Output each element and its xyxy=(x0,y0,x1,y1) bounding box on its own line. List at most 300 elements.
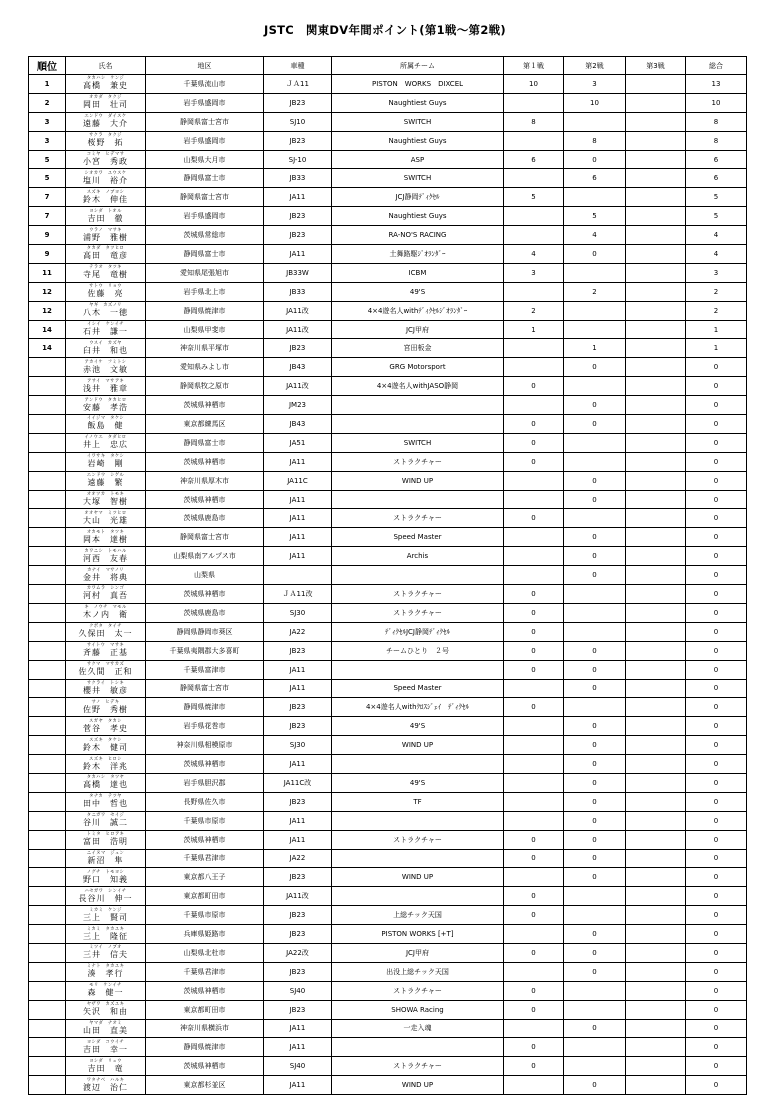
round2-points: 2 xyxy=(564,282,626,301)
team-cell: SWITCH xyxy=(332,112,504,131)
round1-points xyxy=(504,736,564,755)
round3-points xyxy=(626,131,686,150)
name-reading: コミヤ ヒデマサ xyxy=(86,152,125,157)
car-cell: JB23 xyxy=(264,906,332,925)
table-row xyxy=(29,263,747,282)
total-points: 0 xyxy=(686,811,747,830)
total-points: 6 xyxy=(686,150,747,169)
name-text: 高田 竜彦 xyxy=(83,251,128,261)
name-reading: アサイ マサアキ xyxy=(86,378,125,384)
round1-points xyxy=(504,1019,564,1038)
team-cell: 49'S xyxy=(332,773,504,792)
table-row xyxy=(29,358,747,377)
name-text: 小宮 秀政 xyxy=(83,157,128,166)
rank-cell xyxy=(29,830,66,849)
table-row xyxy=(29,93,747,112)
area-cell: 静岡県富士宮市 xyxy=(146,679,264,698)
name-cell xyxy=(66,471,146,490)
round2-points: 0 xyxy=(564,773,626,792)
car-cell: JA11 xyxy=(264,660,332,679)
car-cell xyxy=(264,566,332,585)
round1-points: 0 xyxy=(504,1038,564,1057)
round2-points: 0 xyxy=(564,490,626,509)
total-points: 5 xyxy=(686,188,747,207)
table-row xyxy=(29,717,747,736)
name-cell xyxy=(66,131,146,150)
round3-points xyxy=(626,679,686,698)
round2-points xyxy=(564,906,626,925)
table-row xyxy=(29,773,747,792)
table-row xyxy=(29,131,747,150)
car-cell: JA11改 xyxy=(264,301,332,320)
name-reading: タカハシ ケンジ xyxy=(86,76,125,82)
round2-points xyxy=(564,301,626,320)
area-cell: 茨城県神栖市 xyxy=(146,585,264,604)
total-points: 0 xyxy=(686,981,747,1000)
team-cell: ストラクチャー xyxy=(332,603,504,622)
round3-points xyxy=(626,773,686,792)
total-points: 2 xyxy=(686,282,747,301)
table-row xyxy=(29,1019,747,1038)
team-cell: WIND UP xyxy=(332,868,504,887)
table-row xyxy=(29,452,747,471)
total-points: 0 xyxy=(686,641,747,660)
rank-cell: 7 xyxy=(29,207,66,226)
name-text: 吉田 徹 xyxy=(87,213,124,223)
round2-points xyxy=(564,1000,626,1019)
name-reading: スガヤ タカシ xyxy=(89,718,122,724)
rank-cell xyxy=(29,1019,66,1038)
car-cell: JA11C改 xyxy=(264,773,332,792)
team-cell xyxy=(332,660,504,679)
total-points: 2 xyxy=(686,301,747,320)
total-points: 1 xyxy=(686,320,747,339)
round2-points xyxy=(564,188,626,207)
round2-points: 0 xyxy=(564,245,626,264)
round2-points: 0 xyxy=(564,962,626,981)
car-cell: ＪＡ11改 xyxy=(264,585,332,604)
team-cell: Speed Master xyxy=(332,528,504,547)
area-cell: 静岡県焼津市 xyxy=(146,301,264,320)
car-cell: JB23 xyxy=(264,641,332,660)
car-cell: JB23 xyxy=(264,339,332,358)
rank-cell xyxy=(29,641,66,660)
name-cell xyxy=(66,622,146,641)
area-cell: 岩手県北上市 xyxy=(146,282,264,301)
round2-points xyxy=(564,433,626,452)
name-reading: カワニシ トモハル xyxy=(84,548,127,554)
total-points: 0 xyxy=(686,773,747,792)
total-points: 0 xyxy=(686,490,747,509)
team-cell: Naughtiest Guys xyxy=(332,131,504,150)
name-text: 金井 将典 xyxy=(83,572,128,582)
area-cell: 東京都町田市 xyxy=(146,887,264,906)
area-cell: 兵庫県姫路市 xyxy=(146,925,264,944)
round1-points: 0 xyxy=(504,698,564,717)
area-cell: 神奈川県平塚市 xyxy=(146,339,264,358)
name-text: 佐藤 亮 xyxy=(87,289,124,299)
name-text: 岩崎 剛 xyxy=(87,459,124,469)
round1-points xyxy=(504,93,564,112)
round2-points xyxy=(564,981,626,1000)
table-row xyxy=(29,547,747,566)
team-cell: JCJ静岡ﾃﾞｨｸｾﾙ xyxy=(332,188,504,207)
name-text: 高橋 兼史 xyxy=(83,81,128,91)
round1-points: 0 xyxy=(504,660,564,679)
name-cell xyxy=(66,962,146,981)
name-text: 寺尾 竜樹 xyxy=(83,270,128,280)
car-cell: JA11 xyxy=(264,547,332,566)
round2-points: 0 xyxy=(564,1076,626,1095)
name-text: 斉藤 正基 xyxy=(83,648,128,658)
round1-points xyxy=(504,528,564,547)
team-cell: 宮田板金 xyxy=(332,339,504,358)
round2-points: 0 xyxy=(564,849,626,868)
round1-points xyxy=(504,207,564,226)
name-text: 吉田 竜 xyxy=(87,1063,124,1073)
name-reading: アンドウ タカヒロ xyxy=(84,397,127,403)
name-reading: タニガワ セイジ xyxy=(86,813,125,819)
team-cell: SWITCH xyxy=(332,169,504,188)
round3-points xyxy=(626,358,686,377)
team-cell: GRG Motorsport xyxy=(332,358,504,377)
total-points: 0 xyxy=(686,358,747,377)
area-cell: 千葉県君津市 xyxy=(146,849,264,868)
name-reading: スズキ ノブヨシ xyxy=(86,189,125,195)
table-row xyxy=(29,528,747,547)
name-reading: タナカ テツヤ xyxy=(89,794,122,800)
name-cell xyxy=(66,301,146,320)
page-title: JSTC 関東DV年間ポイント(第1戦～第2戦) xyxy=(263,23,506,37)
name-text: 浅井 雅章 xyxy=(83,383,128,393)
round3-points xyxy=(626,245,686,264)
table-row xyxy=(29,906,747,925)
team-cell: SWITCH xyxy=(332,433,504,452)
round2-points xyxy=(564,887,626,906)
area-cell: 静岡県焼津市 xyxy=(146,698,264,717)
round3-points xyxy=(626,622,686,641)
round2-points: 0 xyxy=(564,755,626,774)
table-row xyxy=(29,1038,747,1057)
round3-points xyxy=(626,1076,686,1095)
name-reading: エンドウ ダイスケ xyxy=(84,114,127,120)
round3-points xyxy=(626,585,686,604)
total-points: 0 xyxy=(686,830,747,849)
name-text: 高橋 達也 xyxy=(83,780,128,790)
round1-points: 0 xyxy=(504,906,564,925)
name-reading: ミカミ ケンジ xyxy=(89,907,122,913)
name-text: 新沼 隼 xyxy=(87,855,124,865)
name-cell xyxy=(66,1057,146,1076)
round3-points xyxy=(626,207,686,226)
round2-points xyxy=(564,320,626,339)
round1-points: 0 xyxy=(504,1057,564,1076)
round2-points: 0 xyxy=(564,943,626,962)
round2-points: 0 xyxy=(564,679,626,698)
name-cell xyxy=(66,245,146,264)
car-cell: JB23 xyxy=(264,698,332,717)
area-cell: 東京都町田市 xyxy=(146,1000,264,1019)
round1-points: 8 xyxy=(504,112,564,131)
round2-points: 1 xyxy=(564,339,626,358)
rank-cell xyxy=(29,698,66,717)
rank-cell xyxy=(29,962,66,981)
total-points: 4 xyxy=(686,226,747,245)
table-row xyxy=(29,471,747,490)
name-text: 富田 浩明 xyxy=(83,837,128,847)
area-cell: 千葉県流山市 xyxy=(146,75,264,94)
car-cell: JB33W xyxy=(264,263,332,282)
name-cell xyxy=(66,452,146,471)
name-reading: ヤマダ ナオミ xyxy=(89,1020,122,1026)
total-points: 0 xyxy=(686,528,747,547)
car-cell: JB23 xyxy=(264,207,332,226)
total-points: 0 xyxy=(686,547,747,566)
round1-points xyxy=(504,792,564,811)
area-cell: 静岡県富士宮市 xyxy=(146,188,264,207)
area-cell: 茨城県常総市 xyxy=(146,226,264,245)
round1-points xyxy=(504,396,564,415)
team-cell: ストラクチャー xyxy=(332,585,504,604)
total-points: 0 xyxy=(686,1000,747,1019)
name-reading: サノ ヒデキ xyxy=(91,699,120,705)
rank-cell xyxy=(29,755,66,774)
name-cell xyxy=(66,415,146,434)
area-cell: 岩手県盛岡市 xyxy=(146,93,264,112)
name-reading: サイトウ マサキ xyxy=(86,643,125,649)
area-cell: 茨城県神栖市 xyxy=(146,452,264,471)
car-cell: JB33 xyxy=(264,169,332,188)
car-cell: JA11C xyxy=(264,471,332,490)
round1-points xyxy=(504,1076,564,1095)
car-cell: JB33 xyxy=(264,282,332,301)
round1-points: 0 xyxy=(504,622,564,641)
rank-cell: 9 xyxy=(29,245,66,264)
table-row xyxy=(29,849,747,868)
total-points: 0 xyxy=(686,792,747,811)
name-cell xyxy=(66,906,146,925)
table-row xyxy=(29,112,747,131)
table-row xyxy=(29,925,747,944)
round2-points xyxy=(564,112,626,131)
area-cell: 静岡県富士宮市 xyxy=(146,112,264,131)
name-cell xyxy=(66,396,146,415)
team-cell xyxy=(332,755,504,774)
name-reading: ニイヌマ ジュン xyxy=(86,850,125,856)
total-points: 0 xyxy=(686,471,747,490)
car-cell: JB23 xyxy=(264,925,332,944)
team-cell: 土舞路駆ｼﾞｵﾗﾝﾀﾞｰ xyxy=(332,245,504,264)
area-cell: 静岡県焼津市 xyxy=(146,1038,264,1057)
total-points: 3 xyxy=(686,263,747,282)
header-rank: 順位 xyxy=(29,57,66,75)
round2-points: 0 xyxy=(564,566,626,585)
name-cell xyxy=(66,490,146,509)
round1-points xyxy=(504,131,564,150)
area-cell: 山梨県 xyxy=(146,566,264,585)
car-cell: JA11 xyxy=(264,811,332,830)
name-cell xyxy=(66,773,146,792)
team-cell: Naughtiest Guys xyxy=(332,93,504,112)
rank-cell xyxy=(29,660,66,679)
name-text: 大塚 智樹 xyxy=(83,497,128,507)
car-cell: JB43 xyxy=(264,415,332,434)
area-cell: 愛知県尾張旭市 xyxy=(146,263,264,282)
area-cell: 静岡県富士市 xyxy=(146,433,264,452)
rank-cell xyxy=(29,981,66,1000)
name-cell xyxy=(66,603,146,622)
round1-points: 0 xyxy=(504,641,564,660)
name-reading: ヤギ カズノリ xyxy=(89,303,122,309)
name-reading: クボタ タイチ xyxy=(89,624,122,630)
name-cell xyxy=(66,377,146,396)
round1-points xyxy=(504,962,564,981)
round2-points xyxy=(564,1038,626,1057)
team-cell: 一走入魂 xyxy=(332,1019,504,1038)
name-text: 大山 光雄 xyxy=(83,515,128,525)
round2-points xyxy=(564,622,626,641)
round1-points: 2 xyxy=(504,301,564,320)
round2-points: 0 xyxy=(564,792,626,811)
header-team: 所属チーム xyxy=(332,57,504,75)
area-cell: 山梨県甲斐市 xyxy=(146,320,264,339)
round2-points: 4 xyxy=(564,226,626,245)
round3-points xyxy=(626,887,686,906)
name-cell xyxy=(66,75,146,94)
total-points: 0 xyxy=(686,1019,747,1038)
car-cell: JB23 xyxy=(264,868,332,887)
name-text: 佐野 秀樹 xyxy=(83,704,128,714)
car-cell: JA22 xyxy=(264,622,332,641)
header-name: 氏名 xyxy=(66,57,146,75)
name-cell xyxy=(66,207,146,226)
total-points: 0 xyxy=(686,1057,747,1076)
total-points: 0 xyxy=(686,1076,747,1095)
round1-points: 1 xyxy=(504,320,564,339)
round1-points xyxy=(504,679,564,698)
round3-points xyxy=(626,981,686,1000)
name-cell xyxy=(66,339,146,358)
name-text: 岡本 達樹 xyxy=(83,534,128,544)
total-points: 0 xyxy=(686,585,747,604)
area-cell: 神奈川県相模原市 xyxy=(146,736,264,755)
round1-points xyxy=(504,547,564,566)
round3-points xyxy=(626,792,686,811)
area-cell: 東京都八王子 xyxy=(146,868,264,887)
name-reading: サクラ タクジ xyxy=(89,133,122,139)
round3-points xyxy=(626,490,686,509)
name-text: 久保田 太一 xyxy=(78,629,133,639)
table-row xyxy=(29,207,747,226)
table-row xyxy=(29,811,747,830)
name-text: 桜野 拓 xyxy=(87,138,124,148)
name-text: 臼井 和也 xyxy=(83,345,128,355)
area-cell: 茨城県神栖市 xyxy=(146,396,264,415)
rank-cell xyxy=(29,433,66,452)
table-row xyxy=(29,887,747,906)
round2-points xyxy=(564,263,626,282)
name-cell xyxy=(66,263,146,282)
round2-points xyxy=(564,452,626,471)
name-reading: ミナト タカユキ xyxy=(86,964,125,970)
area-cell: 東京都杉並区 xyxy=(146,1076,264,1095)
name-reading: サクライ トシキ xyxy=(86,680,125,686)
area-cell: 静岡県富士市 xyxy=(146,245,264,264)
area-cell: 長野県佐久市 xyxy=(146,792,264,811)
round2-points: 0 xyxy=(564,811,626,830)
car-cell: JA11 xyxy=(264,1076,332,1095)
name-text: 田中 哲也 xyxy=(83,799,128,809)
round3-points xyxy=(626,301,686,320)
name-cell xyxy=(66,226,146,245)
area-cell: 茨城県神栖市 xyxy=(146,755,264,774)
header-car: 車種 xyxy=(264,57,332,75)
name-text: 岡田 壮司 xyxy=(83,100,128,110)
team-cell: Archis xyxy=(332,547,504,566)
round1-points: 10 xyxy=(504,75,564,94)
round3-points xyxy=(626,471,686,490)
car-cell: JB23 xyxy=(264,962,332,981)
name-cell xyxy=(66,433,146,452)
car-cell: SJ30 xyxy=(264,736,332,755)
table-row xyxy=(29,622,747,641)
area-cell: 神奈川県横浜市 xyxy=(146,1019,264,1038)
round3-points xyxy=(626,868,686,887)
car-cell: JB23 xyxy=(264,792,332,811)
area-cell: 千葉県富津市 xyxy=(146,660,264,679)
round3-points xyxy=(626,925,686,944)
table-row xyxy=(29,585,747,604)
team-cell: ストラクチャー xyxy=(332,830,504,849)
car-cell: ＪＡ11 xyxy=(264,75,332,94)
total-points: 0 xyxy=(686,698,747,717)
name-text: 野口 知義 xyxy=(83,874,128,884)
round1-points xyxy=(504,169,564,188)
name-reading: ヤザワ カズユキ xyxy=(86,1002,125,1008)
rank-cell xyxy=(29,925,66,944)
car-cell: JA51 xyxy=(264,433,332,452)
total-points: 8 xyxy=(686,131,747,150)
team-cell: ストラクチャー xyxy=(332,452,504,471)
car-cell: JB23 xyxy=(264,226,332,245)
name-cell xyxy=(66,169,146,188)
name-text: 三上 隆征 xyxy=(83,931,128,941)
header-area: 地区 xyxy=(146,57,264,75)
total-points: 13 xyxy=(686,75,747,94)
area-cell: 愛知県みよし市 xyxy=(146,358,264,377)
rank-cell xyxy=(29,603,66,622)
name-text: 浦野 雅樹 xyxy=(83,232,128,242)
car-cell: JB23 xyxy=(264,1000,332,1019)
area-cell: 静岡県牧之原市 xyxy=(146,377,264,396)
table-row xyxy=(29,150,747,169)
round3-points xyxy=(626,717,686,736)
table-row xyxy=(29,169,747,188)
car-cell: JA11 xyxy=(264,830,332,849)
name-text: 遠藤 繁 xyxy=(87,478,124,488)
name-text: 吉田 幸一 xyxy=(83,1044,128,1054)
team-cell: WIND UP xyxy=(332,471,504,490)
area-cell: 静岡県静岡市葵区 xyxy=(146,622,264,641)
round1-points xyxy=(504,339,564,358)
car-cell: JA11 xyxy=(264,528,332,547)
name-reading: オカモト タツキ xyxy=(86,529,125,535)
round1-points xyxy=(504,868,564,887)
rank-cell: 7 xyxy=(29,188,66,207)
total-points: 4 xyxy=(686,245,747,264)
round3-points xyxy=(626,528,686,547)
round2-points xyxy=(564,585,626,604)
